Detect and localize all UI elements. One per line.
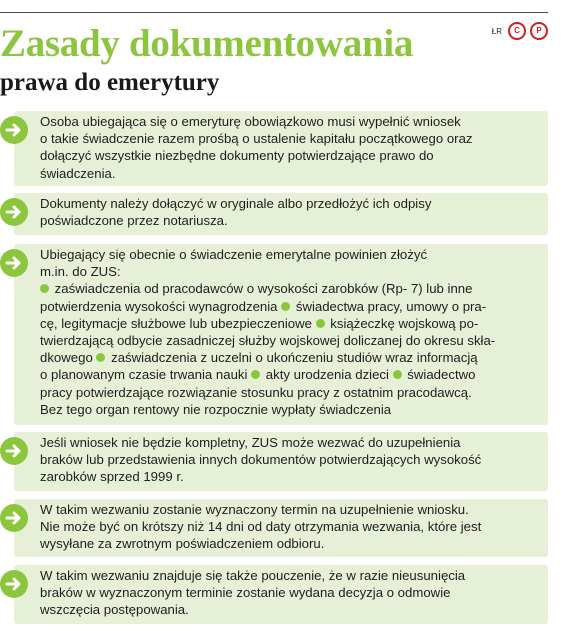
page-subtitle: prawa do emerytury <box>0 69 220 96</box>
green-dot-icon <box>40 284 49 293</box>
arrow-right-circle-icon <box>0 437 28 465</box>
list-line: Bez tego organ rentowy nie rozpocznie wypłaty świadczenia <box>40 401 392 417</box>
section-instruction <box>14 565 548 624</box>
section-line: braków w wyznaczonym terminie zostanie wydana decyzja o odmowie <box>40 585 451 601</box>
section-line: Ubiegający się obecnie o świadczenie emerytalne powinien złożyć <box>40 247 428 262</box>
list-line: zaświadczenia od pracodawców o wysokości zarobków (Rp- 7) lub inne <box>40 280 540 297</box>
credit-source: ŁR <box>491 26 502 36</box>
publisher-badge: P <box>530 22 548 40</box>
list-line: cę, legitymacje służbowe lub ubezpieczeniowe książeczkę wojskową po- <box>40 315 479 331</box>
section-incomplete-application <box>14 432 548 491</box>
credit-mark <box>492 22 548 40</box>
section-line: dołączyć wszystkie niezbędne dokumenty potwierdzające prawo do <box>40 148 434 164</box>
section-line: o takie świadczenie razem prośbą o ustalenie kapitału początkowego oraz <box>40 131 473 147</box>
section-line: braków lub przedstawienia innych dokumentów potwierdzających wysokość <box>40 452 482 468</box>
section-line: W takim wezwaniu zostanie wyznaczony termin na uzupełnienie wniosku. <box>40 502 469 517</box>
page-title: Zasady dokumentowania <box>0 22 414 65</box>
section-line: Nie może być on krótszy niż 14 dni od daty otrzymania wezwania, które jest <box>40 519 482 535</box>
list-line: dkowego zaświadczenia z uczelni o ukończeniu studiów wraz informacją <box>40 350 478 366</box>
section-line: Osoba ubiegająca się o emeryturę obowiązkowo musi wypełnić wniosek <box>40 114 461 129</box>
arrow-right-circle-icon <box>0 504 28 532</box>
section-line: świadczenia. <box>40 165 116 181</box>
section-line: wszczęcia postępowania. <box>40 602 189 618</box>
list-line: o planowanym czasie trwania nauki akty urodzenia dzieci świadectwo <box>40 367 476 383</box>
list-line: pracy potwierdzające rozwiązanie stosunku pracy z ostatnim pracodawcą. <box>40 384 472 400</box>
green-dot-icon <box>96 353 105 362</box>
section-application <box>14 111 548 186</box>
section-line: wysyłane za zwrotnym poświadczeniem odbioru. <box>40 536 325 552</box>
arrow-right-circle-icon <box>0 198 28 226</box>
green-dot-icon <box>393 370 402 379</box>
arrow-right-circle-icon <box>0 116 28 144</box>
section-line: poświadczone przez notariusza. <box>40 213 228 229</box>
list-line: twierdzającą odbycie zasadniczej służby wojskowej doliczanej do okresu skła- <box>40 333 496 349</box>
section-line: Dokumenty należy dołączyć w oryginale albo przedłożyć ich odpisy <box>40 196 432 211</box>
section-deadline <box>14 499 548 557</box>
arrow-right-circle-icon <box>0 570 28 598</box>
green-dot-icon <box>281 302 290 311</box>
green-dot-icon <box>316 319 325 328</box>
section-originals <box>14 193 548 235</box>
arrow-right-circle-icon <box>0 249 28 277</box>
section-required-documents <box>14 244 548 425</box>
section-line: zarobków sprzed 1999 r. <box>40 469 184 485</box>
green-dot-icon <box>251 370 260 379</box>
section-line: W takim wezwaniu znajduje się także pouczenie, że w razie nieusunięcia <box>40 568 466 583</box>
section-line: Jeśli wniosek nie będzie kompletny, ZUS może wezwać do uzupełnienia <box>40 435 461 450</box>
section-line: m.in. do ZUS: <box>40 264 121 280</box>
list-line: potwierdzenia wysokości wynagrodzenia świadectwa pracy, umowy o pra- <box>40 298 487 314</box>
copyright-badge: C <box>508 22 526 40</box>
top-divider <box>0 12 548 13</box>
